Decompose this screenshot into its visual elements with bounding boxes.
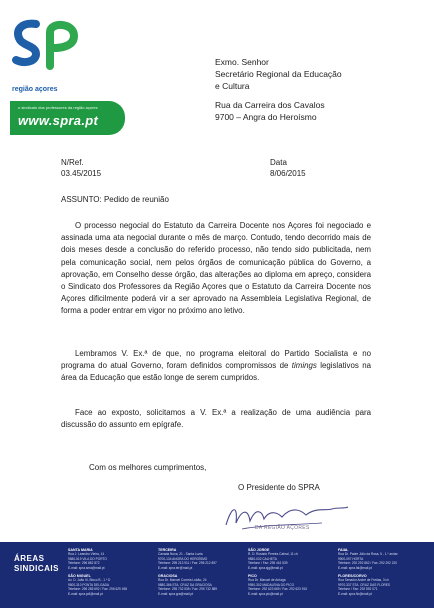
footer-column: SANTA MARIA Rua J. Leandro Vieira, 14 9580-519 VILA DO PORTO Telefone: 296 882 872 E-mail: spra.sma@mail.pt SÃO MIGUEL Av. D. João III, Bloco B - 1.º D 9500-310 PONTA DELGADA Telefone: 296 285 692 / Fax: 296 629 498 E-mail: spra.pdl@mail.pt bbox=[68, 548, 128, 596]
signer-title: O Presidente do SPRA bbox=[238, 483, 320, 492]
spra-logo bbox=[10, 18, 125, 126]
subject-line: ASSUNTO: Pedido de reunião bbox=[61, 195, 169, 204]
recipient-street: Rua da Carreira dos Cavalos bbox=[215, 100, 325, 110]
reference-label: N/Ref. bbox=[61, 158, 84, 167]
reference-value: 03.45/2015 bbox=[61, 169, 102, 178]
reference-block bbox=[61, 157, 101, 179]
region-label: região açores bbox=[12, 86, 58, 93]
stamp-text: DA REGIÃO AÇORES bbox=[255, 525, 310, 531]
date-value: 8/06/2015 bbox=[270, 169, 306, 178]
sp-logo-mark bbox=[10, 18, 80, 72]
paragraph-1: O processo negocial do Estatuto da Carreira Docente nos Açores foi negociado e assinada uma ata negocial durante o mês de março. Contudo, tendo decorrido mais de dois meses desde a conclusão do referido processo, não tendo sido publicitada, nem pela comunicação social, nem pelos órgãos de comunicação pública do Governo, a aprovação, em Conselho desse órgão, das alterações ao diploma em apreço, considera o Sindicato dos Professores da Região Açores que o Estatuto da Carreira Docente nos Açores dificilmente poderá vir a ser aprovado na Assembleia Legislativa Regional, de forma a poder entrar em vigor no próximo ano letivo. bbox=[61, 221, 371, 316]
closing-line: Com os melhores cumprimentos, bbox=[89, 463, 207, 472]
recipient-city: 9700 – Angra do Heroísmo bbox=[215, 112, 317, 122]
handwritten-signature bbox=[222, 495, 352, 539]
paragraph-2-part-a: Lembramos V. Ex.ª de que, no programa eleitoral do Partido Socialista e no programa do atual Governo, foram definidos compromissos de bbox=[61, 349, 371, 371]
footer-contacts bbox=[0, 542, 434, 608]
website-url: www.spra.pt bbox=[18, 113, 99, 128]
footer-label: ÁREAS SINDICAIS bbox=[14, 554, 59, 573]
recipient-line-1: Exmo. Senhor bbox=[215, 57, 269, 67]
footer-column: SÃO JORGE R. D. Rosário Pereira Cabral, 11 r/c 9850-032 CALHETA Telefone / Fax: 295 416 539 E-mail: spra.sjg@mail.pt PICO Rua Dr. Manuel de Arriaga 9950-302 MADALENA DO PICO Telefone: 292 623 669 / Fax: 292 623 915 E-mail: spra.pic@mail.pt bbox=[248, 548, 308, 596]
tagline: o sindicato dos professores da região açores bbox=[18, 105, 98, 110]
recipient-line-3: e Cultura bbox=[215, 81, 250, 91]
recipient-address bbox=[215, 56, 342, 123]
footer-column: TERCEIRA Canada Nova, 21 - Santa Luzia 9700-134 ANGRA DO HEROÍSMO Telefone: 295 213 911 / Fax: 295 212 897 E-mail: spra.ter@mail.pt GRACIOSA Rua Dr. Manuel Correia Lobão, 24 9880-366 STA. CRUZ DA GRACIOSA Telefone: 295 732 535 / Fax: 295 732 889 E-mail: spra.gra@mail.pt bbox=[158, 548, 218, 596]
footer-column: FAIAL Rua Dr. Padre Júlio da Rosa, 5 - 1.º andar 9900-097 HORTA Telefone: 292 292 862 / Fax: 292 292 220 E-mail: spra.fai@mail.pt FLORES/CORVO Rua Senador André de Freitas, 3 r/c 9970-337 STA. CRUZ DAS FLORES Telefone / Fax: 292 592 071 E-mail: spra.flo@mail.pt bbox=[338, 548, 398, 596]
recipient-line-2: Secretário Regional da Educação bbox=[215, 69, 342, 79]
paragraph-3: Face ao exposto, solicitamos a V. Ex.ª a realização de uma audiência para discussão do assunto em epígrafe. bbox=[61, 408, 371, 430]
paragraph-2 bbox=[61, 348, 371, 385]
date-label: Data bbox=[270, 158, 287, 167]
date-block bbox=[270, 157, 306, 179]
paragraph-2-emphasis: timings bbox=[291, 361, 317, 371]
paragraph-2-part-b: legislativos na área da Educação que estão longe de serem cumpridos. bbox=[61, 361, 371, 383]
website-banner bbox=[10, 101, 125, 135]
